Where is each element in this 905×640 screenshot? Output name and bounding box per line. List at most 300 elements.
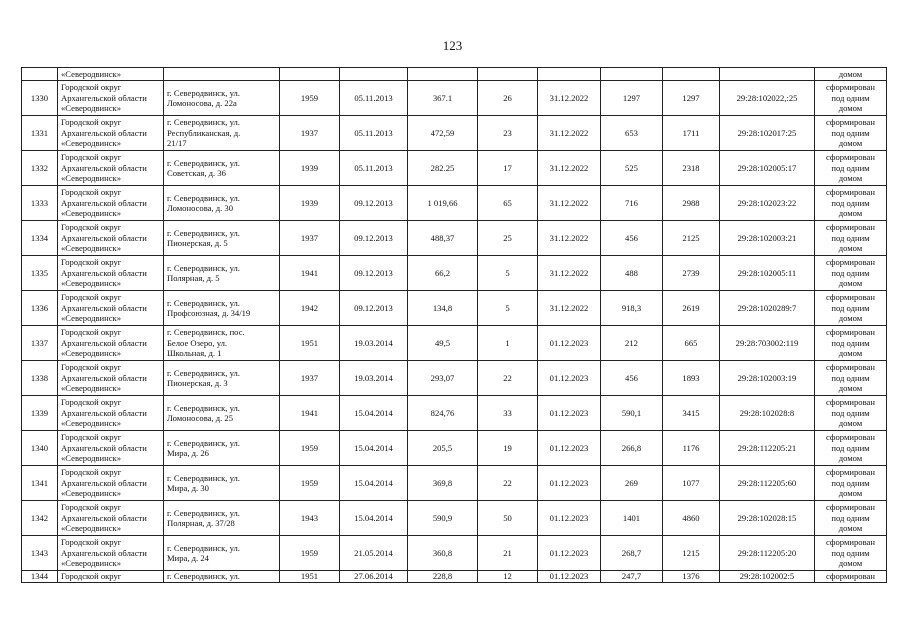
cell-no: 1340 xyxy=(22,431,58,466)
cell-status-line: сформирован xyxy=(826,432,875,443)
cell-area2: 456 xyxy=(601,361,663,396)
cell-deadline: 31.12.2022 xyxy=(538,151,601,186)
cell-no: 1343 xyxy=(22,536,58,571)
cell-deadline: 31.12.2022 xyxy=(538,221,601,256)
cell-status-line: сформирован xyxy=(826,257,875,268)
cell-area: 228,8 xyxy=(408,571,478,583)
cell-address-line: г. Северодвинск, ул. xyxy=(167,87,240,98)
cell-municipality-line: Городской округ xyxy=(61,432,122,443)
cell-status-line: под одним xyxy=(831,127,870,138)
cell-area: 134,8 xyxy=(408,291,478,326)
cell-municipality-line: «Северодвинск» xyxy=(61,243,122,254)
cell-year: 1959 xyxy=(280,81,340,116)
cell-status-line: домом xyxy=(838,488,863,499)
cell-municipality xyxy=(58,571,164,583)
cell-cadastral: 29:28:102003:21 xyxy=(720,221,815,256)
cell-municipality-line: Городской округ xyxy=(61,222,122,233)
cell-municipality-line: Архангельской области xyxy=(61,197,147,208)
cell-municipality xyxy=(58,151,164,186)
cell-date: 15.04.2014 xyxy=(340,396,408,431)
cell-status-line: домом xyxy=(838,523,863,534)
cell-residents: 22 xyxy=(478,361,538,396)
cell-no: 1338 xyxy=(22,361,58,396)
cell-municipality: «Северодвинск» xyxy=(58,68,164,81)
cell-deadline: 31.12.2022 xyxy=(538,256,601,291)
cell-deadline: 01.12.2023 xyxy=(538,466,601,501)
cell-status-line: домом xyxy=(838,558,863,569)
cell-residents: 5 xyxy=(478,256,538,291)
cell-residents: 22 xyxy=(478,466,538,501)
table-row xyxy=(22,256,887,291)
cell-deadline: 01.12.2023 xyxy=(538,536,601,571)
cell-cadastral: 29:28:102005:17 xyxy=(720,151,815,186)
cell-status xyxy=(815,256,887,291)
cell-address-line: Ломоносова, д. 25 xyxy=(167,413,234,423)
cell-address-line: Школьная, д. 1 xyxy=(167,348,222,359)
cell-area: 824,76 xyxy=(408,396,478,431)
cell-no: 1336 xyxy=(22,291,58,326)
cell-status-line: домом xyxy=(838,173,863,184)
cell-municipality-line: «Северодвинск» xyxy=(61,208,122,219)
cell-date: 09.12.2013 xyxy=(340,186,408,221)
cell-cadastral: 29:28:102028:8 xyxy=(720,396,815,431)
cell-municipality-line: «Северодвинск» xyxy=(61,138,122,149)
cell-status-line: сформирован xyxy=(826,117,875,128)
cell-area: 49,5 xyxy=(408,326,478,361)
cell-municipality-line: Архангельской области xyxy=(61,547,147,558)
cell-status xyxy=(815,291,887,326)
cell-municipality-line: «Северодвинск» xyxy=(61,103,122,114)
table-row xyxy=(22,221,887,256)
cell-status-line: домом xyxy=(838,138,863,149)
cell-residents xyxy=(478,68,538,81)
page-number: 123 xyxy=(442,38,463,53)
cell-municipality-line: Архангельской области xyxy=(61,337,147,348)
cell-municipality xyxy=(58,396,164,431)
cell-address-line: Республиканская, д. xyxy=(167,127,241,138)
cell-municipality-line: «Северодвинск» xyxy=(61,278,122,289)
cell-status: домом xyxy=(815,68,887,81)
cell-address-line: г. Северодвинск, ул. xyxy=(167,507,240,518)
cell-value: 1297 xyxy=(663,81,720,116)
cell-address-line: Мира, д. 26 xyxy=(167,448,209,458)
cell-address xyxy=(164,81,280,116)
cell-municipality xyxy=(58,291,164,326)
cell-municipality-line: Городской округ xyxy=(61,467,122,478)
cell-status xyxy=(815,116,887,151)
cell-address-line: г. Северодвинск, ул. xyxy=(167,542,240,553)
cell-no: 1333 xyxy=(22,186,58,221)
cell-address xyxy=(164,186,280,221)
cell-status-line: сформирован xyxy=(826,571,875,582)
cell-status-line: под одним xyxy=(831,197,870,208)
table-row xyxy=(22,186,887,221)
cell-area: 66,2 xyxy=(408,256,478,291)
cell-area2: 266,8 xyxy=(601,431,663,466)
cell-address-line: Ломоносова, д. 22а xyxy=(167,98,237,108)
cell-municipality-line: Городской округ xyxy=(61,502,122,513)
cell-date: 27.06.2014 xyxy=(340,571,408,583)
cell-cadastral: 29:28:102028:15 xyxy=(720,501,815,536)
cell-address-line: г. Северодвинск, ул. xyxy=(167,571,240,582)
cell-address-line: Профсоюзная, д. 34/19 xyxy=(167,308,251,318)
cell-date: 09.12.2013 xyxy=(340,256,408,291)
cell-value: 1077 xyxy=(663,466,720,501)
cell-deadline: 01.12.2023 xyxy=(538,431,601,466)
cell-deadline xyxy=(538,68,601,81)
cell-address-line: Полярная, д. 37/28 xyxy=(167,518,235,528)
cell-value: 1711 xyxy=(663,116,720,151)
cell-address-line: г. Северодвинск, ул. xyxy=(167,437,240,448)
cell-no: 1339 xyxy=(22,396,58,431)
cell-year: 1937 xyxy=(280,116,340,151)
cell-value: 2125 xyxy=(663,221,720,256)
cell-no: 1337 xyxy=(22,326,58,361)
cell-status-line: сформирован xyxy=(826,537,875,548)
cell-area: 488,37 xyxy=(408,221,478,256)
cell-status-line: домом xyxy=(838,313,863,324)
cell-no: 1332 xyxy=(22,151,58,186)
cell-status-line: под одним xyxy=(831,512,870,523)
cell-date: 19.03.2014 xyxy=(340,326,408,361)
cell-municipality-line: Городской округ xyxy=(61,257,122,268)
cell-municipality-line: «Северодвинск» xyxy=(61,313,122,324)
cell-status xyxy=(815,151,887,186)
cell-municipality-line: «Северодвинск» xyxy=(61,488,122,499)
cell-address-line: г. Северодвинск, ул. xyxy=(167,367,240,378)
cell-year: 1959 xyxy=(280,431,340,466)
cell-residents: 12 xyxy=(478,571,538,583)
cell-date: 19.03.2014 xyxy=(340,361,408,396)
cell-cadastral: 29:28:703002:119 xyxy=(720,326,815,361)
table-row xyxy=(22,116,887,151)
cell-area: 360,8 xyxy=(408,536,478,571)
cell-date xyxy=(340,68,408,81)
cell-address xyxy=(164,291,280,326)
table-row xyxy=(22,151,887,186)
table-row xyxy=(22,431,887,466)
cell-municipality-line: Архангельской области xyxy=(61,477,147,488)
cell-status-line: домом xyxy=(838,418,863,429)
cell-status-line: под одним xyxy=(831,232,870,243)
cell-address xyxy=(164,361,280,396)
cell-status-line: сформирован xyxy=(826,502,875,513)
cell-municipality-line: Архангельской области xyxy=(61,232,147,243)
cell-municipality-line: Городской округ xyxy=(61,327,122,338)
cell-value: 1176 xyxy=(663,431,720,466)
cell-no: 1330 xyxy=(22,81,58,116)
cell-address xyxy=(164,466,280,501)
cell-address-line: г. Северодвинск, пос. xyxy=(167,327,245,338)
cell-year: 1939 xyxy=(280,186,340,221)
cell-cadastral: 29:28:112205:20 xyxy=(720,536,815,571)
cell-no: 1334 xyxy=(22,221,58,256)
cell-municipality xyxy=(58,501,164,536)
cell-status-line: сформирован xyxy=(826,292,875,303)
cell-address-line: г. Северодвинск, ул. xyxy=(167,117,240,128)
cell-municipality-line: Городской округ xyxy=(61,152,122,163)
cell-no: 1331 xyxy=(22,116,58,151)
cell-residents: 25 xyxy=(478,221,538,256)
cell-area2: 590,1 xyxy=(601,396,663,431)
cell-no xyxy=(22,68,58,81)
cell-date: 05.11.2013 xyxy=(340,116,408,151)
cell-status-line: сформирован xyxy=(826,467,875,478)
cell-area2: 247,7 xyxy=(601,571,663,583)
cell-status xyxy=(815,186,887,221)
cell-status-line: под одним xyxy=(831,337,870,348)
cell-status xyxy=(815,466,887,501)
cell-municipality-line: Архангельской области xyxy=(61,512,147,523)
cell-value: 1215 xyxy=(663,536,720,571)
cell-municipality-line: «Северодвинск» xyxy=(61,558,122,569)
cell-area2: 269 xyxy=(601,466,663,501)
cell-status xyxy=(815,81,887,116)
cell-year: 1943 xyxy=(280,501,340,536)
cell-date: 09.12.2013 xyxy=(340,291,408,326)
cell-status-line: домом xyxy=(838,453,863,464)
cell-cadastral: 29:28:102003:19 xyxy=(720,361,815,396)
cell-value: 1376 xyxy=(663,571,720,583)
cell-municipality-line: «Северодвинск» xyxy=(61,418,122,429)
cell-area2: 456 xyxy=(601,221,663,256)
cell-area2: 1297 xyxy=(601,81,663,116)
cell-status-line: домом xyxy=(838,243,863,254)
cell-address xyxy=(164,68,280,81)
cell-municipality-line: Городской округ xyxy=(61,82,122,93)
cell-municipality xyxy=(58,466,164,501)
cell-area2: 653 xyxy=(601,116,663,151)
cell-status-line: под одним xyxy=(831,267,870,278)
cell-cadastral: 29:28:1020289:7 xyxy=(720,291,815,326)
cell-area: 472,59 xyxy=(408,116,478,151)
cell-no: 1335 xyxy=(22,256,58,291)
cell-no: 1344 xyxy=(22,571,58,583)
table-row xyxy=(22,466,887,501)
cell-address xyxy=(164,571,280,583)
cell-address-line: 21/17 xyxy=(167,138,187,149)
cell-year: 1959 xyxy=(280,536,340,571)
cell-status xyxy=(815,536,887,571)
cell-municipality-line: «Северодвинск» xyxy=(61,383,122,394)
cell-address-line: Советская, д. 36 xyxy=(167,168,226,178)
cell-address xyxy=(164,396,280,431)
cell-address xyxy=(164,256,280,291)
cell-status-line: сформирован xyxy=(826,82,875,93)
cell-year: 1942 xyxy=(280,291,340,326)
cell-address xyxy=(164,151,280,186)
cell-municipality-line: Городской округ xyxy=(61,537,122,548)
cell-year: 1937 xyxy=(280,361,340,396)
cell-date: 05.11.2013 xyxy=(340,81,408,116)
cell-area: 282.25 xyxy=(408,151,478,186)
cell-municipality xyxy=(58,431,164,466)
cell-municipality-line: Архангельской области xyxy=(61,267,147,278)
cell-address-line: г. Северодвинск, ул. xyxy=(167,227,240,238)
cell-value: 2739 xyxy=(663,256,720,291)
cell-residents: 1 xyxy=(478,326,538,361)
cell-address-line: Мира, д. 24 xyxy=(167,553,209,563)
cell-status-line: под одним xyxy=(831,442,870,453)
cell-area: 367.1 xyxy=(408,81,478,116)
cell-municipality-line: Городской округ xyxy=(61,187,122,198)
cell-cadastral: 29:28:112205:60 xyxy=(720,466,815,501)
cell-address-line: Белое Озеро, ул. xyxy=(167,337,228,348)
cell-year: 1951 xyxy=(280,326,340,361)
cell-value: 2318 xyxy=(663,151,720,186)
cell-area2: 918,3 xyxy=(601,291,663,326)
cell-date: 15.04.2014 xyxy=(340,501,408,536)
cell-municipality xyxy=(58,361,164,396)
cell-residents: 26 xyxy=(478,81,538,116)
cell-value: 2619 xyxy=(663,291,720,326)
register-table xyxy=(21,67,887,583)
cell-year: 1951 xyxy=(280,571,340,583)
cell-cadastral: 29:28:102017:25 xyxy=(720,116,815,151)
cell-area: 205,5 xyxy=(408,431,478,466)
cell-address xyxy=(164,431,280,466)
cell-address xyxy=(164,221,280,256)
cell-deadline: 01.12.2023 xyxy=(538,326,601,361)
cell-municipality-line: Городской округ xyxy=(61,571,122,582)
cell-year xyxy=(280,68,340,81)
cell-status xyxy=(815,571,887,583)
cell-municipality xyxy=(58,221,164,256)
cell-status-line: домом xyxy=(838,383,863,394)
cell-status xyxy=(815,501,887,536)
cell-residents: 33 xyxy=(478,396,538,431)
cell-municipality xyxy=(58,186,164,221)
cell-area2: 716 xyxy=(601,186,663,221)
cell-status-line: домом xyxy=(838,348,863,359)
cell-address-line: г. Северодвинск, ул. xyxy=(167,297,240,308)
cell-municipality-line: Архангельской области xyxy=(61,372,147,383)
cell-residents: 21 xyxy=(478,536,538,571)
cell-value: 2988 xyxy=(663,186,720,221)
cell-municipality-line: Городской округ xyxy=(61,397,122,408)
cell-municipality-line: Архангельской области xyxy=(61,162,147,173)
cell-area: 293,07 xyxy=(408,361,478,396)
cell-address xyxy=(164,501,280,536)
cell-deadline: 31.12.2022 xyxy=(538,81,601,116)
cell-residents: 65 xyxy=(478,186,538,221)
cell-status xyxy=(815,396,887,431)
cell-address-line: г. Северодвинск, ул. xyxy=(167,402,240,413)
cell-municipality-line: Городской округ xyxy=(61,117,122,128)
cell-status-line: сформирован xyxy=(826,327,875,338)
cell-date: 15.04.2014 xyxy=(340,466,408,501)
cell-cadastral: 29:28:102023:22 xyxy=(720,186,815,221)
cell-status-line: сформирован xyxy=(826,187,875,198)
cell-municipality-line: Городской округ xyxy=(61,292,122,303)
cell-address xyxy=(164,116,280,151)
cell-area2: 525 xyxy=(601,151,663,186)
cell-year: 1941 xyxy=(280,256,340,291)
table-row xyxy=(22,81,887,116)
cell-status-line: домом xyxy=(838,278,863,289)
cell-value xyxy=(663,68,720,81)
cell-residents: 23 xyxy=(478,116,538,151)
cell-status-line: сформирован xyxy=(826,397,875,408)
cell-address-line: г. Северодвинск, ул. xyxy=(167,157,240,168)
cell-date: 21.05.2014 xyxy=(340,536,408,571)
cell-status xyxy=(815,221,887,256)
cell-no: 1341 xyxy=(22,466,58,501)
cell-cadastral xyxy=(720,68,815,81)
cell-address xyxy=(164,326,280,361)
cell-municipality xyxy=(58,116,164,151)
cell-cadastral: 29:28:102022,:25 xyxy=(720,81,815,116)
cell-address xyxy=(164,536,280,571)
cell-residents: 50 xyxy=(478,501,538,536)
cell-area2: 488 xyxy=(601,256,663,291)
cell-value: 665 xyxy=(663,326,720,361)
cell-residents: 5 xyxy=(478,291,538,326)
cell-residents: 19 xyxy=(478,431,538,466)
cell-status-line: под одним xyxy=(831,302,870,313)
cell-deadline: 01.12.2023 xyxy=(538,571,601,583)
cell-address-line: Пионерская, д. 3 xyxy=(167,378,228,388)
cell-cadastral: 29:28:102002:5 xyxy=(720,571,815,583)
cell-area: 590,9 xyxy=(408,501,478,536)
table-row xyxy=(22,396,887,431)
cell-value: 1893 xyxy=(663,361,720,396)
cell-deadline: 01.12.2023 xyxy=(538,501,601,536)
cell-area xyxy=(408,68,478,81)
cell-value: 3415 xyxy=(663,396,720,431)
cell-deadline: 31.12.2022 xyxy=(538,186,601,221)
cell-deadline: 31.12.2022 xyxy=(538,291,601,326)
cell-municipality-line: Архангельской области xyxy=(61,442,147,453)
table-row xyxy=(22,571,887,583)
cell-municipality-line: Архангельской области xyxy=(61,127,147,138)
cell-status-line: под одним xyxy=(831,162,870,173)
table-row xyxy=(22,536,887,571)
cell-year: 1959 xyxy=(280,466,340,501)
cell-status-line: под одним xyxy=(831,372,870,383)
cell-cadastral: 29:28:102005:11 xyxy=(720,256,815,291)
continuation-row xyxy=(22,68,887,81)
cell-address-line: г. Северодвинск, ул. xyxy=(167,192,240,203)
cell-status xyxy=(815,361,887,396)
cell-date: 09.12.2013 xyxy=(340,221,408,256)
cell-municipality xyxy=(58,256,164,291)
cell-date: 05.11.2013 xyxy=(340,151,408,186)
cell-address-line: Полярная, д. 5 xyxy=(167,273,220,283)
cell-address-line: г. Северодвинск, ул. xyxy=(167,262,240,273)
cell-no: 1342 xyxy=(22,501,58,536)
cell-year: 1941 xyxy=(280,396,340,431)
cell-municipality-line: «Северодвинск» xyxy=(61,453,122,464)
cell-municipality-line: Архангельской области xyxy=(61,407,147,418)
table-row xyxy=(22,291,887,326)
cell-status-line: под одним xyxy=(831,547,870,558)
cell-deadline: 31.12.2022 xyxy=(538,116,601,151)
cell-status-line: под одним xyxy=(831,92,870,103)
cell-area2: 1401 xyxy=(601,501,663,536)
cell-area2: 212 xyxy=(601,326,663,361)
cell-area: 369,8 xyxy=(408,466,478,501)
cell-address-line: Ломоносова, д. 30 xyxy=(167,203,234,213)
cell-status xyxy=(815,431,887,466)
cell-year: 1937 xyxy=(280,221,340,256)
table-row xyxy=(22,326,887,361)
cell-status-line: под одним xyxy=(831,477,870,488)
cell-address-line: Пионерская, д. 5 xyxy=(167,238,228,248)
table-row xyxy=(22,501,887,536)
cell-municipality-line: Архангельской области xyxy=(61,302,147,313)
cell-status-line: сформирован xyxy=(826,362,875,373)
